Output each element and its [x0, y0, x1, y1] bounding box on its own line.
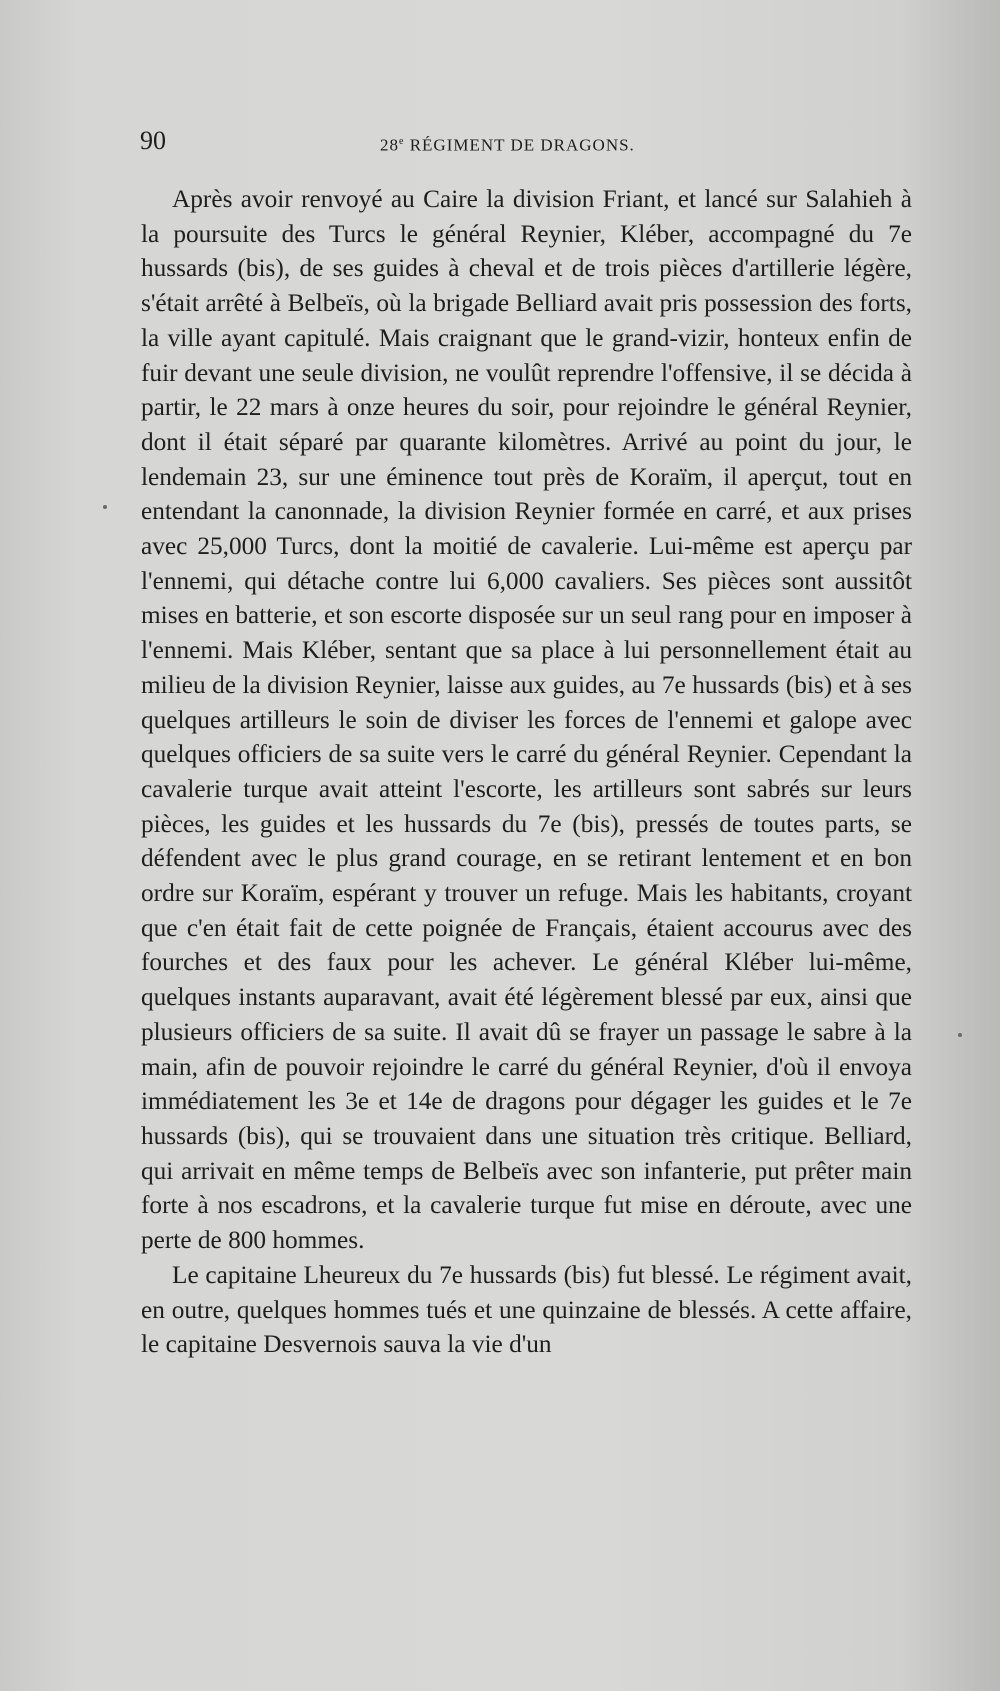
page-number: 90 — [140, 126, 166, 155]
running-head — [380, 128, 635, 160]
body-text — [141, 182, 912, 1362]
paragraph-2: Le capitaine Lheureux du 7e hussards (bis) fut blessé. Le régiment avait, en outre, quelques hommes tués et une quinzaine de blessés. A cette affaire, le capitaine Desvernois sauva la vie d'un — [141, 1260, 912, 1359]
running-head-sup: e — [399, 136, 405, 147]
page-header — [140, 124, 912, 158]
running-head-prefix: 28 — [380, 135, 399, 155]
paragraph-1: Après avoir renvoyé au Caire la division Friant, et lancé sur Salahieh à la poursuite des Turcs le général Reynier, Kléber, accompagné du 7e hussards (bis), de ses guides à cheval et de trois pièces d'artillerie légère, s'était arrêté à Belbeïs, où la brigade Belliard avait pris possession des forts, la ville ayant capitulé. Mais craignant que le grand-vizir, honteux enfin de fuir devant une seule division, ne voulût reprendre l'offensive, il se décida à partir, le 22 mars à onze heures du soir, pour rejoindre le général Reynier, dont il était séparé par quarante kilomètres. Arrivé au point du jour, le lendemain 23, sur une éminence tout près de Koraïm, il aperçut, tout en entendant la canonnade, la division Reynier formée en carré, et aux prises avec 25,000 Turcs, dont la moitié de cavalerie. Lui-même est aperçu par l'ennemi, qui détache contre lui 6,000 cavaliers. Ses pièces sont aussitôt mises en batterie, et son escorte disposée sur un seul rang pour en imposer à l'ennemi. Mais Kléber, sentant que sa place à lui personnellement était au milieu de la division Reynier, laisse aux guides, au 7e hussards (bis) et à ses quelques artilleurs le soin de diviser les forces de l'ennemi et galope avec quelques officiers de sa suite vers le carré du général Reynier. Cependant la cavalerie turque avait atteint l'escorte, les artilleurs sont sabrés sur leurs pièces, les guides et les hussards du 7e (bis), pressés de toutes parts, se défendent avec le plus grand courage, en se retirant lentement et en bon ordre sur Koraïm, espérant y trouver un refuge. Mais les habitants, croyant que c'en était fait de cette poignée de Français, étaient accourus avec des fourches et des faux pour les achever. Le général Kléber lui-même, quelques instants auparavant, avait été légèrement blessé par eux, ainsi que plusieurs officiers de sa suite. Il avait dû se frayer un passage le sabre à la main, afin de pouvoir rejoindre le carré du général Reynier, d'où il envoya immédiatement les 3e et 14e de dragons pour dégager les guides et le 7e hussards (bis), qui se trouvaient dans une situation très critique. Belliard, qui arrivait en même temps de Belbeïs avec son infanterie, put prêter main forte à nos escadrons, et la cavalerie turque fut mise en déroute, avec une perte de 800 hommes. — [141, 185, 912, 1255]
running-head-text: RÉGIMENT DE DRAGONS. — [404, 135, 635, 155]
speck-mark — [103, 505, 107, 509]
speck-mark — [958, 1033, 962, 1037]
